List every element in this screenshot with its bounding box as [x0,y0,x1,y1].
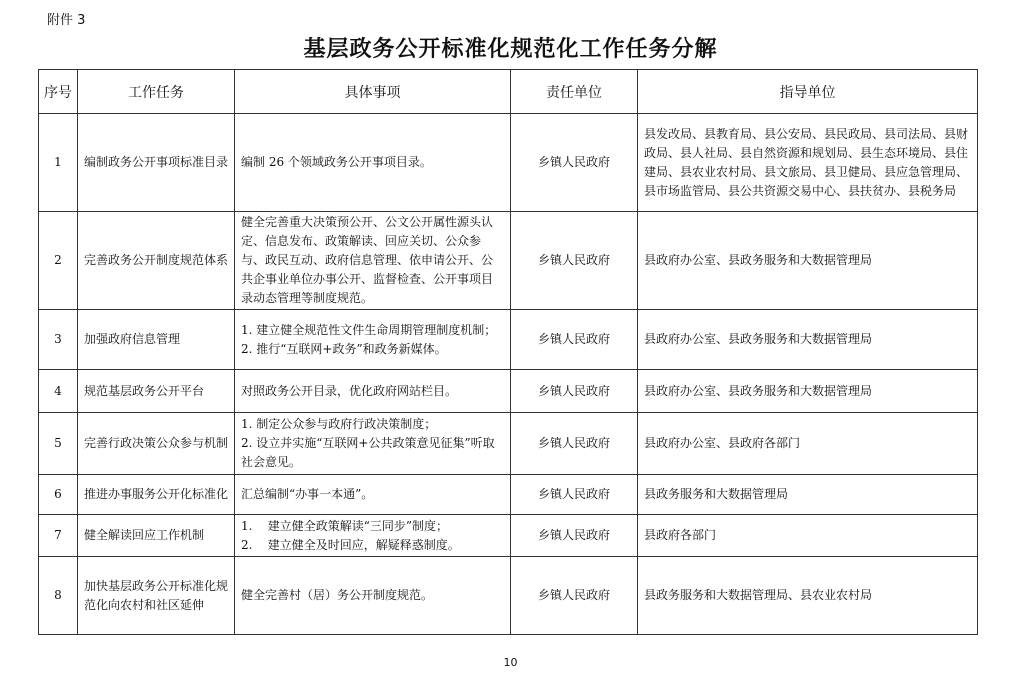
row-number: 6 [39,475,78,515]
row-unit: 乡镇人民政府 [511,515,638,557]
row-guide: 县政府各部门 [638,515,978,557]
row-guide: 县政府办公室、县政务服务和大数据管理局 [638,310,978,370]
row-number: 5 [39,413,78,475]
row-task: 编制政务公开事项标准目录 [78,114,235,212]
row-number: 4 [39,370,78,413]
header-task: 工作任务 [78,70,235,114]
task-table [38,69,978,635]
row-guide: 县政务服务和大数据管理局、县农业农村局 [638,557,978,635]
table-header-row [39,70,978,114]
page-number: 10 [503,656,518,669]
table-row [39,114,978,212]
row-task: 完善行政决策公众参与机制 [78,413,235,475]
row-task: 推进办事服务公开化标准化 [78,475,235,515]
header-item: 具体事项 [235,70,511,114]
row-number: 3 [39,310,78,370]
table-row [39,413,978,475]
row-guide: 县政府办公室、县政务服务和大数据管理局 [638,212,978,310]
row-unit: 乡镇人民政府 [511,413,638,475]
table-row [39,515,978,557]
row-guide: 县政府办公室、县政府各部门 [638,413,978,475]
table-row [39,475,978,515]
row-guide: 县政府办公室、县政务服务和大数据管理局 [638,370,978,413]
row-unit: 乡镇人民政府 [511,212,638,310]
row-guide: 县政务服务和大数据管理局 [638,475,978,515]
row-item: 1. 制定公众参与政府行政决策制度； 2. 设立并实施“互联网+公共政策意见征集”听取社会意见。 [235,413,511,475]
header-no: 序号 [39,70,78,114]
row-item: 1. 建立健全规范性文件生命周期管理制度机制； 2. 推行“互联网+政务”和政务新媒体。 [235,310,511,370]
row-item: 对照政务公开目录，优化政府网站栏目。 [235,370,511,413]
document-title: 基层政务公开标准化规范化工作任务分解 [303,37,718,62]
row-item: 编制 26 个领域政务公开事项目录。 [235,114,511,212]
row-task: 完善政务公开制度规范体系 [78,212,235,310]
row-task: 规范基层政务公开平台 [78,370,235,413]
attachment-label: 附件 3 [47,13,86,28]
header-unit: 责任单位 [511,70,638,114]
row-number: 2 [39,212,78,310]
row-task: 加强政府信息管理 [78,310,235,370]
table-row [39,212,978,310]
row-unit: 乡镇人民政府 [511,370,638,413]
row-guide: 县发改局、县教育局、县公安局、县民政局、县司法局、县财政局、县人社局、县自然资源和规划局、县生态环境局、县住建局、县农业农村局、县文旅局、县卫健局、县应急管理局、县市场监管局、县公共资源交易中心、县扶贫办、县税务局 [638,114,978,212]
row-item: 1. 建立健全政策解读“三同步”制度； 2. 建立健全及时回应，解疑释惑制度。 [235,515,511,557]
row-item: 健全完善重大决策预公开、公文公开属性源头认定、信息发布、政策解读、回应关切、公众参与、政民互动、政府信息管理、依申请公开、公共企事业单位办事公开、监督检查、公开事项目录动态管理等制度规范。 [235,212,511,310]
row-number: 8 [39,557,78,635]
row-unit: 乡镇人民政府 [511,557,638,635]
row-unit: 乡镇人民政府 [511,310,638,370]
row-task: 加快基层政务公开标准化规范化向农村和社区延伸 [78,557,235,635]
row-item: 健全完善村（居）务公开制度规范。 [235,557,511,635]
table-row [39,557,978,635]
row-item: 汇总编制“办事一本通”。 [235,475,511,515]
row-unit: 乡镇人民政府 [511,114,638,212]
table-row [39,310,978,370]
row-number: 1 [39,114,78,212]
row-unit: 乡镇人民政府 [511,475,638,515]
header-guide: 指导单位 [638,70,978,114]
row-number: 7 [39,515,78,557]
row-task: 健全解读回应工作机制 [78,515,235,557]
table-row [39,370,978,413]
